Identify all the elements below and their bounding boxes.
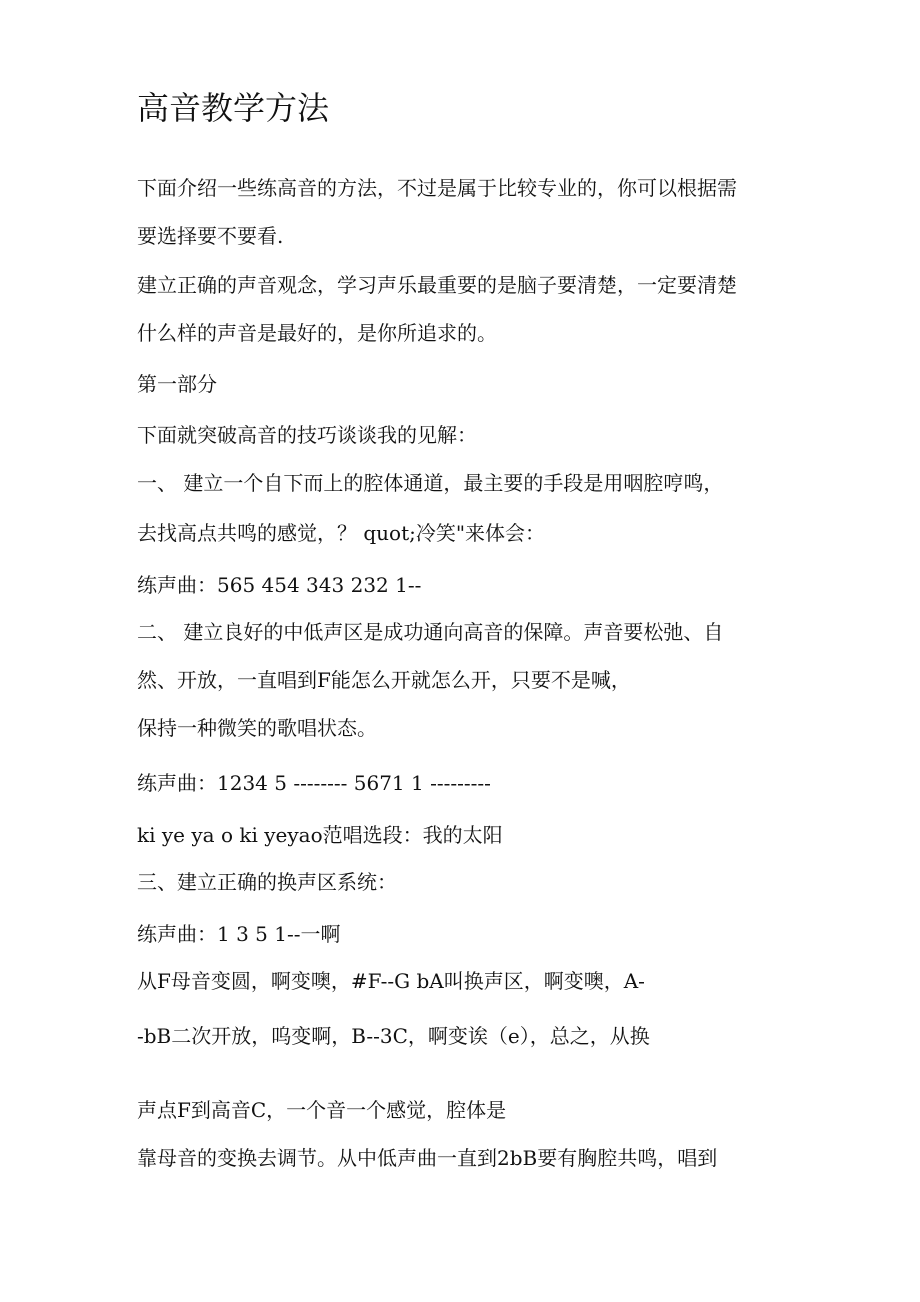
paragraph-line: 什么样的声音是最好的，是你所追求的。 [137,321,497,345]
paragraph-line: 保持一种微笑的歌唱状态。 [137,716,377,740]
paragraph-line: 下面介绍一些练高音的方法，不过是属于比较专业的，你可以根据需 [137,176,737,200]
paragraph-line: 要选择要不要看. [137,224,284,248]
exercise-line: 练声曲：1234 5 -------- 5671 1 --------- [137,771,491,795]
paragraph-line: -bB二次开放，呜变啊，B--3C，啊变诶（e），总之，从换 [137,1024,650,1048]
paragraph-line: ki ye ya o ki yeyao范唱选段：我的太阳 [137,823,503,847]
exercise-line: 练声曲：565 454 343 232 1-- [137,573,422,597]
section-heading: 第一部分 [137,372,217,396]
paragraph-line: 建立正确的声音观念，学习声乐最重要的是脑子要清楚，一定要清楚 [137,273,737,297]
paragraph-line: 去找高点共鸣的感觉，？ quot;冷笑"来体会： [137,521,546,545]
paragraph-line: 然、开放，一直唱到F能怎么开就怎么开，只要不是喊， [137,668,631,692]
list-item-2-line: 二、 建立良好的中低声区是成功通向高音的保障。声音要松弛、自 [137,620,724,644]
list-item-1-line: 一、 建立一个自下而上的腔体通道，最主要的手段是用咽腔哼鸣， [137,471,724,495]
list-item-3-line: 三、建立正确的换声区系统： [137,870,397,894]
paragraph-line: 声点F到高音C，一个音一个感觉，腔体是 [137,1098,507,1122]
document-title: 高音教学方法 [137,89,330,127]
paragraph-line: 下面就突破高音的技巧谈谈我的见解： [137,423,477,447]
exercise-line: 练声曲：1 3 5 1--一啊 [137,922,341,946]
paragraph-line: 从F母音变圆，啊变噢，#F--G bA叫换声区，啊变噢，A- [137,969,645,993]
paragraph-line: 靠母音的变换去调节。从中低声曲一直到2bB要有胸腔共鸣，唱到 [137,1146,718,1170]
